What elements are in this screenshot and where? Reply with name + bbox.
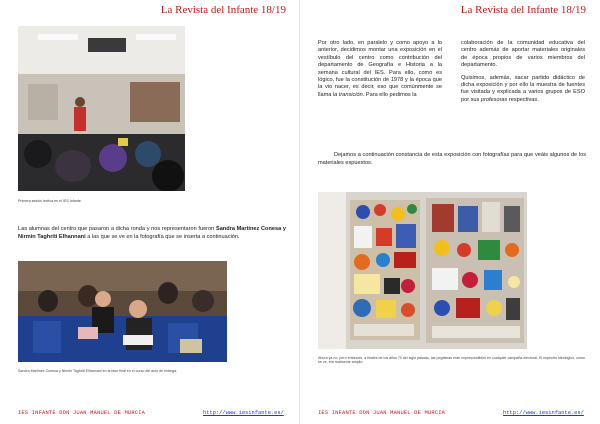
didactic-emph: profesoras [480,96,508,103]
exhibition-paragraph [318,40,442,99]
collaboration-paragraph: colaboración de la comunidad educativa del centro además de aportar materiales originales de época propios de varios miembros del departamento. [461,40,585,69]
exhibition-photo-caption: Ahora ya no, pero entonces, a finales de los años 70 del siglo pasado, las pegatinas eran imprescindibles en cualquier campaña electoral. El espectro ideológico, como se ve, era realmente amplio. [318,356,585,365]
classroom-photo-caption: Primera sesión lectiva en el IES Infante. [18,199,82,203]
photos-intro-paragraph: Dejamos a continuación constancia de esta exposición con fotografías para que veáis algunos de los materiales expuestos. [318,152,586,166]
exhibition-emph: la transición [332,91,363,98]
exhibition-photo [318,192,527,349]
finalists-names: Sandra Martínez Conesa y Nirmin Taghriti Elhannani [18,226,287,240]
finalists-text-after: a las que se ve en la fotografía que se inserta a continuación. [85,233,240,240]
right-column-2 [461,40,585,109]
exhibition-text-before: Por otro lado, en paralelo y como apoyo a lo anterior, decidimos montar una exposición en el vestíbulo del centro como contribución del departamento de Geografía e Historia a la semana cultural del IES. Para ello, como es lógico, fue la constitución de 1978 y la época que la vio nacer, es decir, eso que comúnmente se llama [318,40,442,98]
page-header-right: La Revista del Infante 18/19 [460,4,586,16]
didactic-text-before: Quisimos, además, sacar partido didáctico de dicha exposición y por ello la muestra de fuentes fue visitada y explicada a varios grupos de ESO por sus [461,74,585,103]
didactic-text-after: respectivas. [507,96,539,103]
right-column-1 [318,40,442,104]
didactic-paragraph [461,75,585,105]
auditorium-photo [18,261,227,362]
footer-link-right[interactable]: http://www.iesinfante.es/ [503,410,584,416]
page-header-left: La Revista del Infante 18/19 [160,4,286,16]
exhibition-text-after: . Para ello pedimos la [362,91,417,98]
footer-school-right: IES INFANTE DON JUAN MANUEL DE MURCIA [318,410,446,416]
classroom-photo [18,26,185,191]
auditorium-photo-caption: Sandra Martínez Conesa y Nirmin Taghriti Elhannani en la fase final en el curso del acto de entrega. [18,369,178,373]
footer-link-left[interactable]: http://www.iesinfante.es/ [203,410,284,416]
right-page [300,0,600,424]
finalists-paragraph [18,226,286,241]
finalists-text-before: Las alumnas del centro que pasaron a dicha ronda y nos representaron fueron [18,226,216,232]
footer-school-left: IES INFANTE DON JUAN MANUEL DE MURCIA [18,410,146,416]
